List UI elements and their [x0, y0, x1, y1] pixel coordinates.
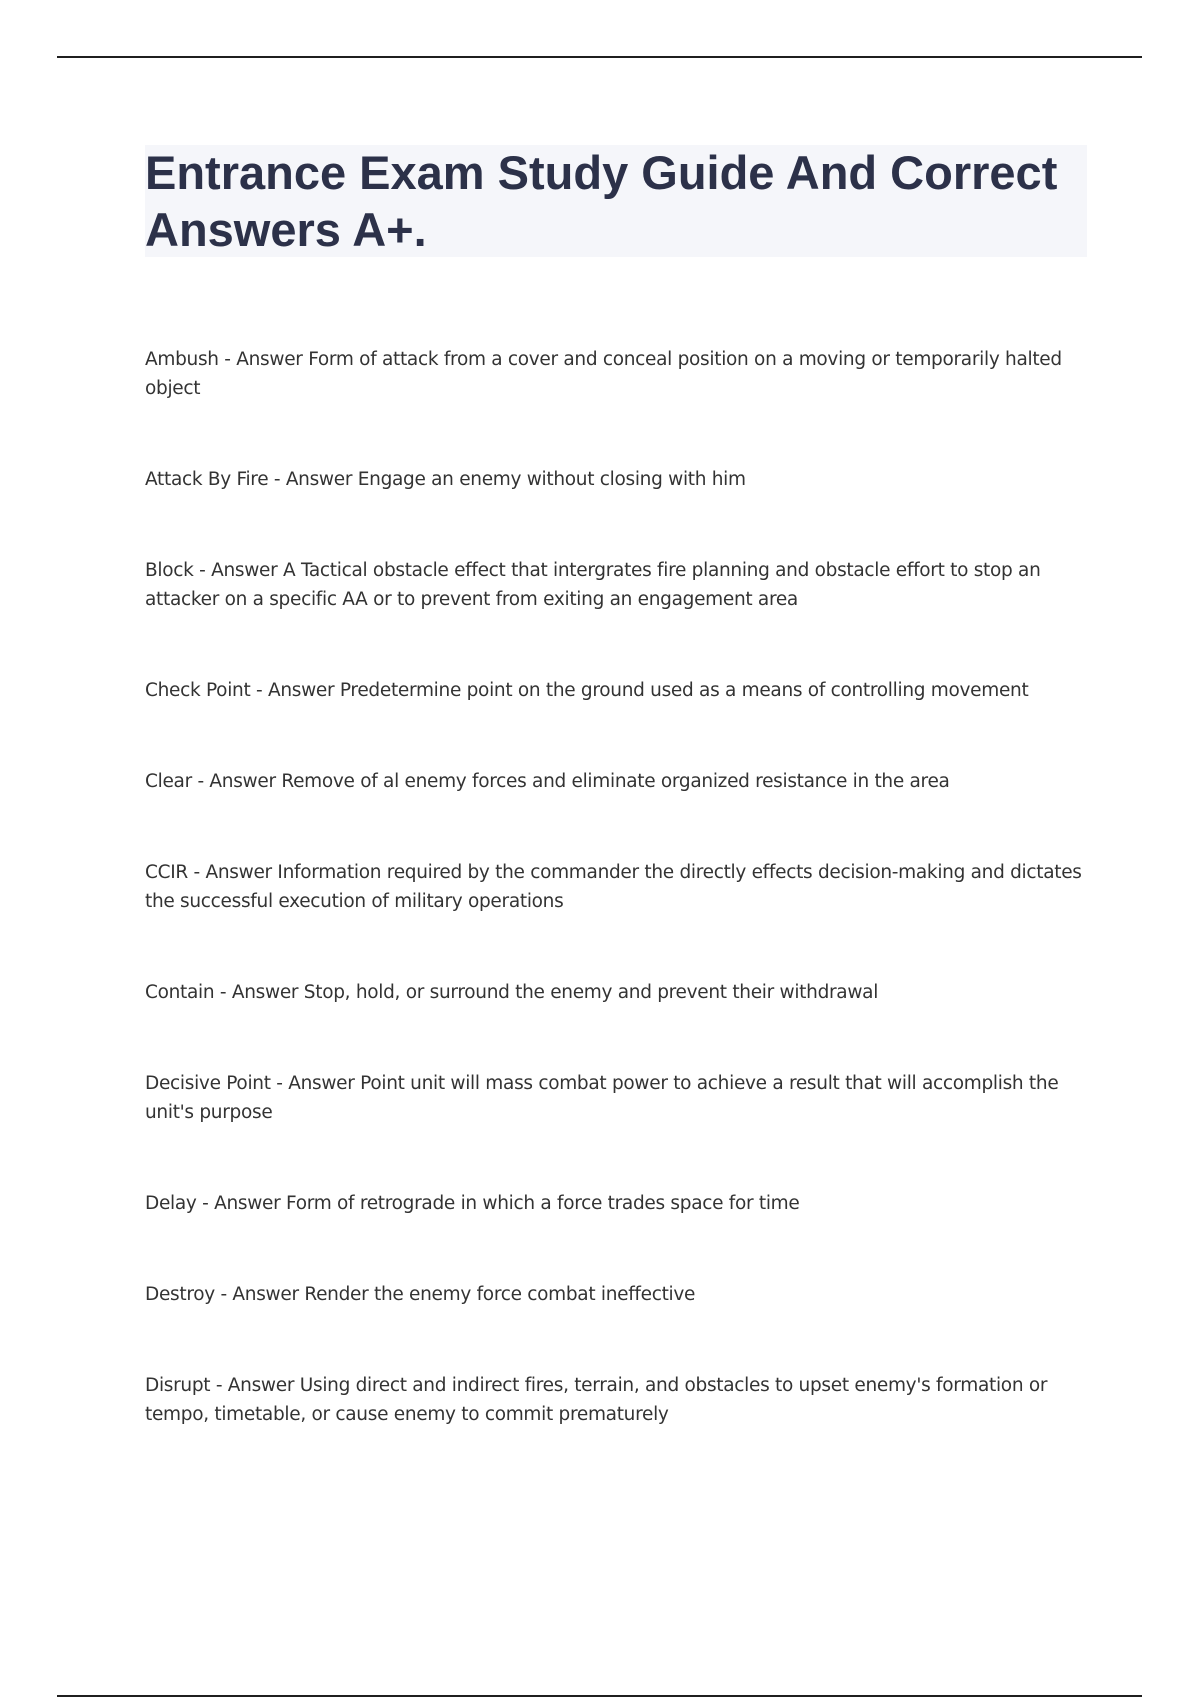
qa-entry [145, 676, 1090, 705]
qa-definition: Point unit will mass combat power to achieve a result that will accomplish the unit's purpose [145, 1073, 1059, 1123]
qa-definition: Render the enemy force combat ineffective [304, 1284, 696, 1305]
qa-definition: Form of attack from a cover and conceal position on a moving or temporarily halted object [145, 349, 1062, 399]
qa-definition: Engage an enemy without closing with him [357, 469, 746, 490]
qa-separator: - Answer [218, 349, 309, 370]
qa-separator: - Answer [187, 862, 278, 883]
qa-term: Disrupt [145, 1375, 211, 1396]
qa-separator: - Answer [214, 1284, 305, 1305]
qa-separator: - Answer [268, 469, 358, 490]
qa-entry [145, 556, 1090, 614]
qa-term: Destroy [145, 1284, 215, 1305]
qa-entry [145, 767, 1090, 796]
qa-separator: - Answer [270, 1073, 361, 1094]
qa-entry [145, 345, 1090, 403]
qa-definition: Using direct and indirect fires, terrain, and obstacles to upset enemy's formation or tempo, timetable, or cause enemy to commit prematurely [145, 1375, 1048, 1425]
qa-separator: - Answer [193, 560, 284, 581]
qa-separator: - Answer [196, 1193, 287, 1214]
qa-entry [145, 1069, 1090, 1127]
document-title: Entrance Exam Study Guide And Correct Answers A+. [145, 146, 1058, 256]
bottom-rule [57, 1695, 1142, 1697]
qa-definition: Stop, hold, or surround the enemy and prevent their withdrawal [303, 982, 879, 1003]
qa-term: Ambush [145, 349, 219, 370]
qa-separator: - Answer [214, 982, 304, 1003]
qa-entry [145, 978, 1090, 1007]
qa-separator: - Answer [191, 771, 282, 792]
qa-term: Contain [145, 982, 215, 1003]
qa-entry [145, 465, 1090, 494]
qa-list [145, 345, 1090, 1429]
qa-separator: - Answer [210, 1375, 300, 1396]
qa-term: CCIR [145, 862, 188, 883]
qa-entry [145, 1371, 1090, 1429]
qa-definition: Form of retrograde in which a force trades space for time [286, 1193, 800, 1214]
qa-term: Check Point [145, 680, 251, 701]
top-rule [57, 56, 1142, 58]
qa-term: Delay [145, 1193, 197, 1214]
qa-term: Block [145, 560, 194, 581]
qa-separator: - Answer [250, 680, 340, 701]
qa-entry [145, 1280, 1090, 1309]
qa-definition: A Tactical obstacle effect that intergrates fire planning and obstacle effort to stop an attacker on a specific AA or to prevent from exiting an engagement area [145, 560, 1041, 610]
qa-term: Attack By Fire [145, 469, 269, 490]
qa-definition: Remove of al enemy forces and eliminate organized resistance in the area [281, 771, 950, 792]
qa-term: Decisive Point [145, 1073, 271, 1094]
qa-definition: Predetermine point on the ground used as a means of controlling movement [339, 680, 1029, 701]
qa-term: Clear [145, 771, 192, 792]
qa-definition: Information required by the commander the directly effects decision-making and dictates the successful execution of military operations [145, 862, 1082, 912]
qa-entry [145, 1189, 1090, 1218]
qa-entry [145, 858, 1090, 916]
